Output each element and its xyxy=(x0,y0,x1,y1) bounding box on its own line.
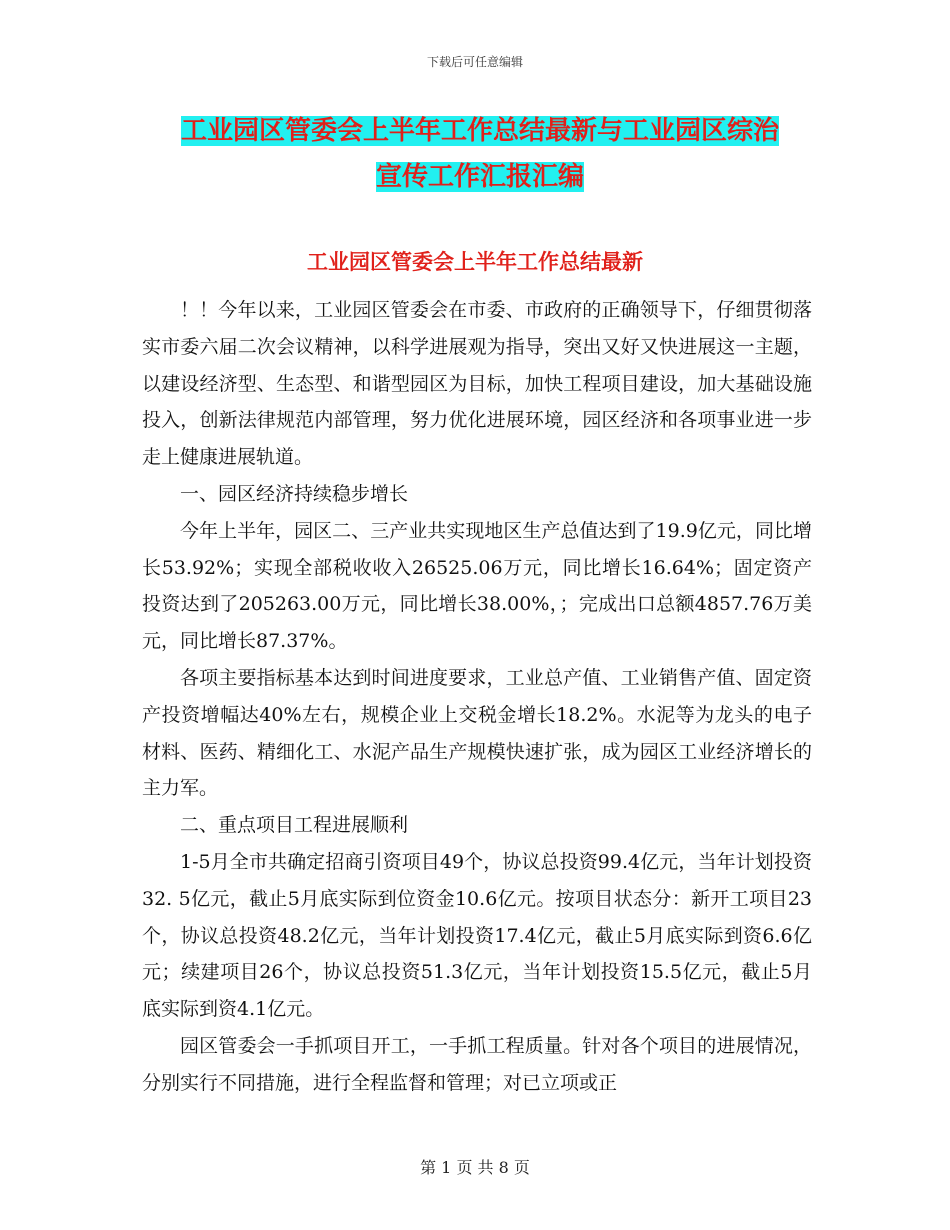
header-note: 下载后可任意编辑 xyxy=(426,55,523,69)
paragraph: 各项主要指标基本达到时间进度要求，工业总产值、工业销售产值、固定资产投资增幅达40%左右，规模企业上交税金增长18.2%。水泥等为龙头的电子材料、医药、精细化工、水泥产品生产规模快速扩张，成为园区工业经济增长的主力军。 xyxy=(142,666,812,800)
subheading: 一、园区经济持续稳步增长 xyxy=(180,482,409,505)
document-title xyxy=(140,108,820,200)
subheading: 二、重点项目工程进展顺利 xyxy=(180,814,409,837)
body-text xyxy=(142,292,812,1102)
section-title: 工业园区管委会上半年工作总结最新 xyxy=(307,250,643,274)
paragraph: 1-5月全市共确定招商引资项目49个，协议总投资99.4亿元，当年计划投资32. 5亿元，截止5月底实际到位资金10.6亿元。按项目状态分：新开工项目23个，协议总投资48.2亿元，当年计划投资17.4亿元，截止5月底实际到资6.6亿元；续建项目26个，协议总投资51.3亿元，当年计划投资15.5亿元，截止5月底实际到资4.1亿元。 xyxy=(142,850,812,1021)
document-title-line1: 工业园区管委会上半年工作总结最新与工业园区综治 xyxy=(180,116,779,146)
page-indicator: 第 1 页 共 8 页 xyxy=(420,1158,530,1177)
document-title-line2: 宣传工作汇报汇编 xyxy=(375,162,584,192)
paragraph: ！！今年以来，工业园区管委会在市委、市政府的正确领导下，仔细贯彻落实市委六届二次会议精神，以科学进展观为指导，突出又好又快进展这一主题，以建设经济型、生态型、和谐型园区为目标，加快工程项目建设，加大基础设施投入，创新法律规范内部管理，努力优化进展环境，园区经济和各项事业进一步走上健康进展轨道。 xyxy=(142,299,812,469)
paragraph: 园区管委会一手抓项目开工，一手抓工程质量。针对各个项目的进展情况，分别实行不同措施，进行全程监督和管理；对已立项或正 xyxy=(142,1034,812,1094)
paragraph: 今年上半年，园区二、三产业共实现地区生产总值达到了19.9亿元，同比增长53.92%；实现全部税收收入26525.06万元，同比增长16.64%；固定资产投资达到了205263.00万元，同比增长38.00%，；完成出口总额4857.76万美元，同比增长87.37%。 xyxy=(142,519,812,653)
